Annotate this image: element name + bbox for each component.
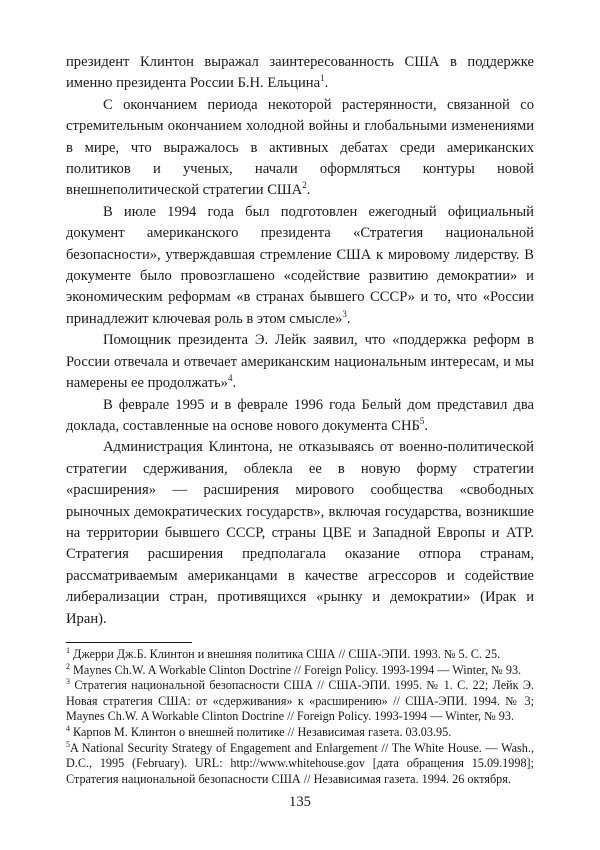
footnote-3: [66, 678, 534, 725]
paragraph-tail: .: [346, 310, 351, 327]
paragraph-text: президент Клинтон выражал заинтересованность США в поддержке именно президента России Б.Н. Ельцина: [66, 54, 534, 92]
footnote-number: 4: [66, 723, 70, 733]
footnote-ref: 3: [342, 308, 347, 319]
footnote-text: Карпов М. Клинтон о внешней политике // Независимая газета. 03.03.95.: [73, 724, 452, 739]
footnote-ref: 2: [302, 180, 307, 191]
footnote-ref: 1: [320, 73, 325, 84]
footnote-text: Стратегия национальной безопасности США // США-ЭПИ. 1995. № 1. С. 22; Лейк Э. Новая стратегия США: от «сдерживания» к «расширению» // США-ЭПИ. 1994. № 3; Maynes Ch.W. A Workable Clinton Doctrine // Foreign Policy. 1993-1994 — Winter, № 93.: [66, 678, 534, 724]
footnote-text: Джерри Дж.Б. Клинтон и внешняя политика США // США-ЭПИ. 1993. № 5. С. 25.: [73, 646, 501, 661]
footnotes: [66, 647, 534, 787]
paragraph-3: [66, 202, 534, 330]
footnote-number: 5: [66, 739, 70, 749]
paragraph-2: [66, 95, 534, 202]
footnote-ref: 4: [227, 373, 233, 384]
paragraph-text: Администрация Клинтона, не отказываясь от военно-политической стратегии сдерживания, облекла ее в новую форму стратегии «расширения» — расширения мирового сообщества «свободных рыночных демократических государств», включая государства, возникшие на территории бывшего СССР, страны ЦВЕ и Западной Европы и АТР. Стратегия расширения предполагала оказание отпора странам, рассматриваемым американцами в качестве агрессоров и содействие либерализации стран, противящихся «рынку и демократии» (Ирак и Иран).: [66, 439, 534, 627]
paragraph-text: В июле 1994 года был подготовлен ежегодный официальный документ американского президента «Стратегия национальной безопасности», утверждавшая стремление США к мировому лидерству. В документе было провозглашено «содействие развитию демократии» и экономическим реформам «в странах бывшего СССР» и то, что «России принадлежит ключевая роль в этом смысле»: [66, 203, 534, 327]
document-page: [66, 52, 534, 787]
footnote-number: 3: [66, 677, 70, 687]
paragraph-6: [66, 437, 534, 630]
footnote-4: [66, 725, 534, 741]
paragraph-1: [66, 52, 534, 95]
footnote-text: Maynes Ch.W. A Workable Clinton Doctrine // Foreign Policy. 1993-1994 — Winter, № 93.: [73, 662, 522, 677]
paragraph-tail: .: [232, 375, 237, 392]
page-number: 135: [289, 794, 311, 810]
footnote-1: [66, 647, 534, 663]
footnote-number: 1: [66, 645, 70, 655]
paragraph-tail: .: [306, 182, 311, 199]
paragraph-5: [66, 395, 534, 438]
footnote-5: [66, 741, 534, 788]
footnote-ref: 5: [419, 415, 425, 426]
footnote-number: 2: [66, 661, 70, 671]
footnote-text: A National Security Strategy of Engagement and Enlargement // The White House. — Wash., D.C., 1995 (February). URL: http://www.whitehouse.gov [дата обращения 15.09.1998]; Стратегия национальной безопасности США // Независимая газета. 1994. 26 октября.: [66, 740, 534, 786]
paragraph-text: С окончанием периода некоторой растерянности, связанной со стремительным окончанием холодной войны и глобальными изменениями в мире, что выражалось в активных дебатах среди американских политиков и ученых, начали оформляться контуры новой внешнеполитической стратегии США: [66, 96, 534, 199]
paragraph-text: В феврале 1995 и в феврале 1996 года Белый дом представил два доклада, составленные на основе нового документа СНБ: [66, 396, 534, 434]
paragraph-tail: .: [324, 75, 329, 92]
paragraph-tail: .: [424, 417, 429, 434]
footnote-2: [66, 663, 534, 679]
paragraph-text: Помощник президента Э. Лейк заявил, что «поддержка реформ в России отвечала и отвечает американским национальным интересам, и мы намерены ее продолжать»: [66, 332, 534, 392]
paragraph-4: [66, 330, 534, 394]
body-text: [66, 52, 534, 630]
footnote-divider: [66, 642, 192, 643]
